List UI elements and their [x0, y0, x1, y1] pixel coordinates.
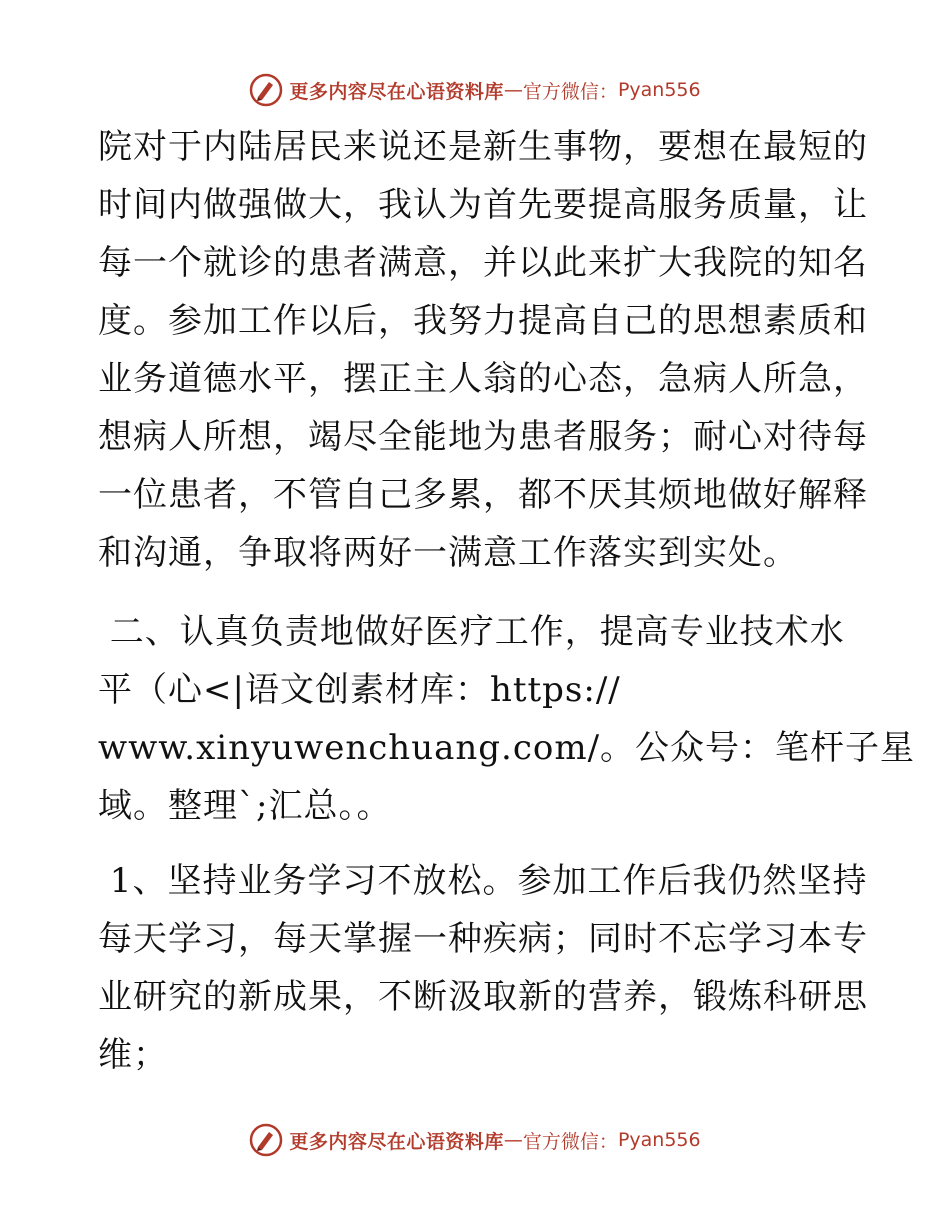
- header-brand-text: 更多内容尽在心语资料库: [289, 80, 504, 103]
- paragraph-line: 一位患者，不管自己多累，都不厌其烦地做好解释: [98, 475, 868, 515]
- numbered-item-line: 1、坚持业务学习不放松。参加工作后我仍然坚持: [98, 861, 868, 901]
- footer-wechat-label: 官方微信：: [522, 1130, 618, 1153]
- brand-logo-icon: [249, 1123, 283, 1157]
- header-banner: [0, 70, 950, 110]
- footer-wechat-id: Pyan556: [617, 1129, 701, 1151]
- footer-brand-text: 更多内容尽在心语资料库: [289, 1130, 504, 1153]
- header-wechat-id: Pyan556: [617, 79, 701, 101]
- header-wechat-label: 官方微信：: [522, 80, 618, 103]
- paragraph-line: 度。参加工作以后，我努力提高自己的思想素质和: [98, 301, 868, 341]
- paragraph-line: 想病人所想，竭尽全能地为患者服务；耐心对待每: [98, 417, 868, 457]
- paragraph-line: www.xinyuwenchuang.com/。公众号：笔杆子星: [98, 728, 916, 768]
- section-heading-line: 二、认真负责地做好医疗工作，提高专业技术水: [98, 612, 845, 652]
- paragraph-line: 和沟通，争取将两好一满意工作落实到实处。: [98, 533, 798, 573]
- paragraph-line: 域。整理`;汇总。。: [98, 786, 392, 826]
- footer-dash: —: [503, 1129, 523, 1151]
- footer-banner: [0, 1120, 950, 1160]
- paragraph-line: 每天学习，每天掌握一种疾病；同时不忘学习本专: [98, 919, 868, 959]
- paragraph-line: 业务道德水平，摆正主人翁的心态，急病人所急，: [98, 359, 868, 399]
- paragraph-line: 平（心<|语文创素材库：https://: [98, 670, 621, 710]
- paragraph-line: 时间内做强做大，我认为首先要提高服务质量，让: [98, 185, 868, 225]
- brand-logo-icon: [249, 73, 283, 107]
- paragraph-line: 每一个就诊的患者满意，并以此来扩大我院的知名: [98, 243, 868, 283]
- paragraph-line: 业研究的新成果，不断汲取新的营养，锻炼科研思: [98, 977, 868, 1017]
- header-dash: —: [503, 79, 523, 101]
- paragraph-1: [98, 118, 868, 582]
- paragraph-line: 维；: [98, 1035, 168, 1075]
- paragraph-2: [98, 603, 916, 835]
- paragraph-line: 院对于内陆居民来说还是新生事物，要想在最短的: [98, 127, 868, 167]
- paragraph-3: [98, 852, 868, 1084]
